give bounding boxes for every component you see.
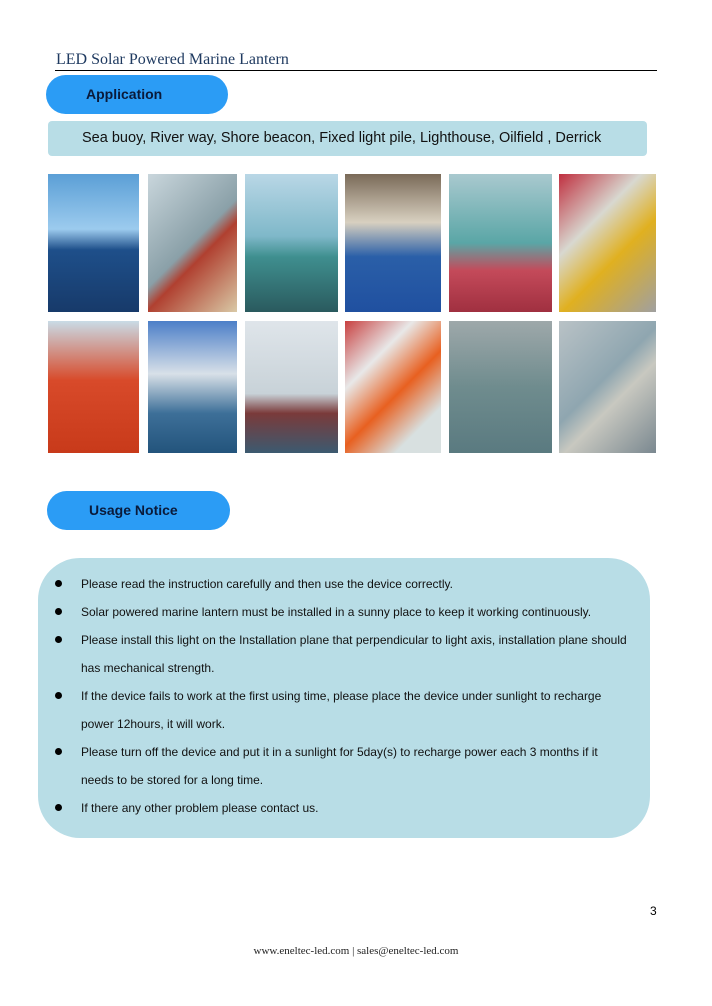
usage-notice-box [38,558,650,838]
photo-pier-lantern [559,321,656,453]
photo-oilfield [559,174,656,312]
page-title: LED Solar Powered Marine Lantern [56,51,289,68]
photo-river-way [148,174,237,312]
notice-item: Solar powered marine lantern must be installed in a sunny place to keep it working continuously. [38,598,650,626]
photo-shore-beacon [245,174,338,312]
bullet-icon [55,748,62,755]
photo-lighthouse [449,174,552,312]
application-heading: Application [46,75,228,114]
bullet-icon [55,636,62,643]
notice-item: Please turn off the device and put it in a sunlight for 5day(s) to recharge power each 3 months if it needs to be stored for a long time. [38,738,650,794]
photo-green-buoy [449,321,552,453]
photo-fixed-light-pile [345,174,441,312]
bullet-icon [55,580,62,587]
header-rule [55,70,657,71]
notice-item: Please read the instruction carefully and then use the device correctly. [38,570,650,598]
notice-item: Please install this light on the Installation plane that perpendicular to light axis, installation plane should has mechanical strength. [38,626,650,682]
photo-red-lantern [345,321,441,453]
photo-red-beacon [48,321,139,453]
bullet-icon [55,608,62,615]
photo-yellow-buoy [148,321,237,453]
bullet-icon [55,692,62,699]
footer-contact: www.eneltec-led.com | sales@eneltec-led.com [253,945,459,957]
notice-item: If the device fails to work at the first using time, please place the device under sunlight to recharge power 12hours, it will work. [38,682,650,738]
application-list: Sea buoy, River way, Shore beacon, Fixed light pile, Lighthouse, Oilfield , Derrick [48,121,647,156]
usage-notice-heading: Usage Notice [47,491,230,530]
photo-derrick-buoy [245,321,338,453]
notice-item: If there any other problem please contact us. [38,794,650,822]
bullet-icon [55,804,62,811]
page-number: 3 [650,904,657,918]
photo-sea-buoy [48,174,139,312]
